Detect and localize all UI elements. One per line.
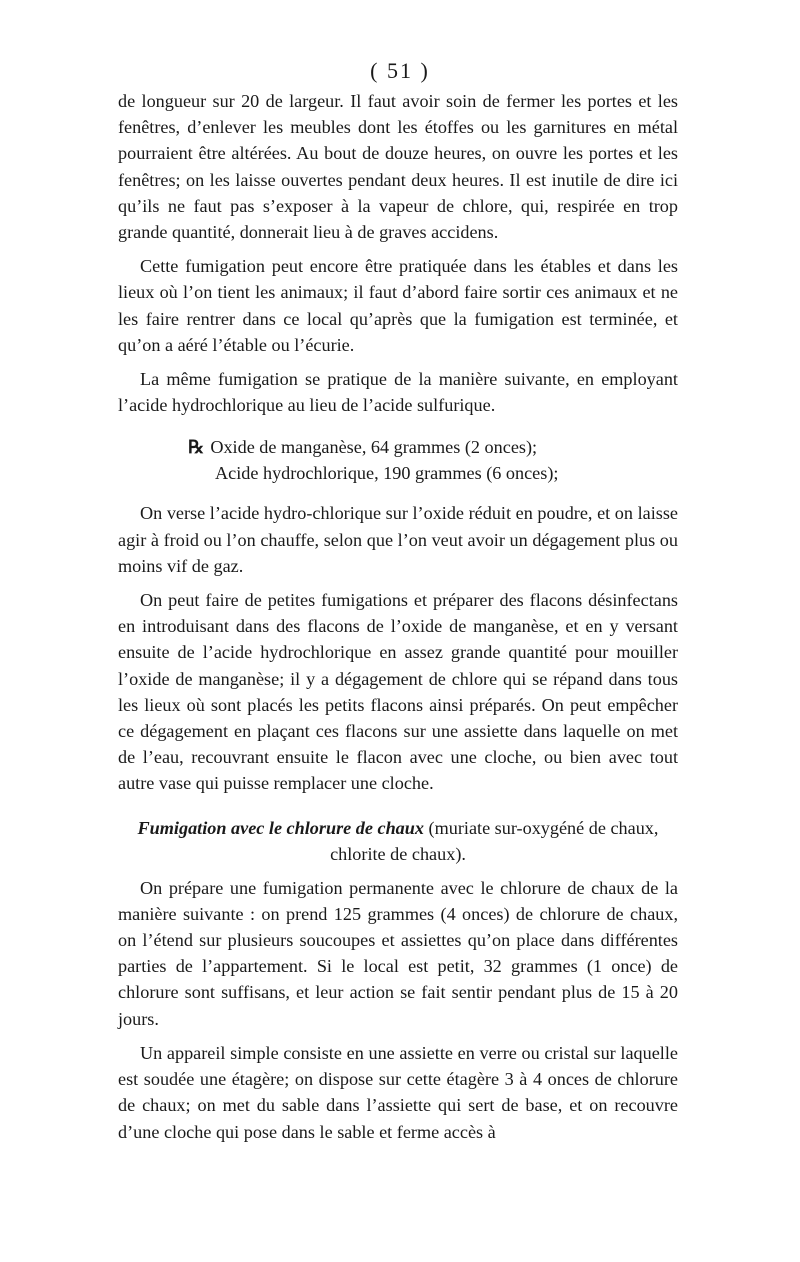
paragraph-1: de longueur sur 20 de largeur. Il faut avoir soin de fermer les portes et les fenêtres, d’enlever les meubles dont les étoffes ou les garnitures en métal pourraient être altérées. Au bout de douze heures, on ouvre les portes et les fenêtres; on les laisse ouvertes pendant deux heures. Il est inutile de dire ici qu’ils ne faut pas s’exposer à la vapeur de chlore, qui, respirée en trop grande quantité, donnerait lieu à de graves accidens. bbox=[118, 91, 678, 243]
paragraph-5: On peut faire de petites fumigations et préparer des flacons désinfectans en introduisant dans des flacons de l’oxide de manganèse, et en y versant ensuite de l’acide hydrochlorique en assez grande quantité pour mouiller l’oxide de manganèse; il y a dégagement de chlore qui se répand dans tous les lieux où sont placés les petits flacons ainsi préparés. On peut empêcher ce dégagement en plaçant ces flacons sur une assiette dans laquelle on met de l’eau, recouvrant ensuite le flacon avec une cloche, ou bien avec tout autre vase qui puisse remplacer une cloche. bbox=[118, 590, 678, 794]
section-title-rest: (muriate sur-oxygéné de chaux, chlorite de chaux). bbox=[330, 817, 659, 864]
page-number: ( 51 ) bbox=[370, 58, 430, 83]
paragraph-6: On prépare une fumigation permanente avec le chlorure de chaux de la manière suivante : on prend 125 grammes (4 onces) de chlorure de chaux, on l’étend sur plusieurs soucoupes et assiettes qu’on place dans différentes parties de l’appartement. Si le local est petit, 32 grammes (1 once) de chlorure sont suffisans, et leur action se fait sentir pendant plus de 15 à 20 jours. bbox=[118, 877, 678, 1029]
section-title bbox=[118, 815, 678, 867]
formula-line-1: Oxide de manganèse, 64 grammes (2 onces); bbox=[210, 437, 538, 458]
paragraph-7: Un appareil simple consiste en une assiette en verre ou cristal sur laquelle est soudée une étagère; on dispose sur cette étagère 3 à 4 onces de chlorure de chaux; on met du sable dans l’assiette qui sert de base, et on recouvre d’une cloche qui pose dans le sable et ferme accès à bbox=[118, 1042, 678, 1142]
paragraph-4: On verse l’acide hydro-chlorique sur l’oxide réduit en poudre, et on laisse agir à froid ou l’on chauffe, selon que l’on veut avoir un dégagement plus ou moins vif de gaz. bbox=[118, 503, 678, 576]
formula-line-2: Acide hydrochlorique, 190 grammes (6 onces); bbox=[215, 463, 559, 484]
paragraph-2: Cette fumigation peut encore être pratiquée dans les étables et dans les lieux où l’on tient les animaux; il faut d’abord faire sortir ces animaux et ne les faire rentrer dans ce local qu’après que la fumigation est terminée, et qu’on a aéré l’étable ou l’écurie. bbox=[118, 256, 678, 355]
recipe-symbol-icon: ℞ bbox=[188, 437, 205, 458]
paragraph-3: La même fumigation se pratique de la manière suivante, en employant l’acide hydrochlorique au lieu de l’acide sulfurique. bbox=[118, 369, 678, 416]
body-text bbox=[118, 88, 678, 1145]
section-title-italic: Fumigation avec le chlorure de chaux bbox=[137, 817, 424, 838]
formula-block bbox=[118, 434, 678, 486]
